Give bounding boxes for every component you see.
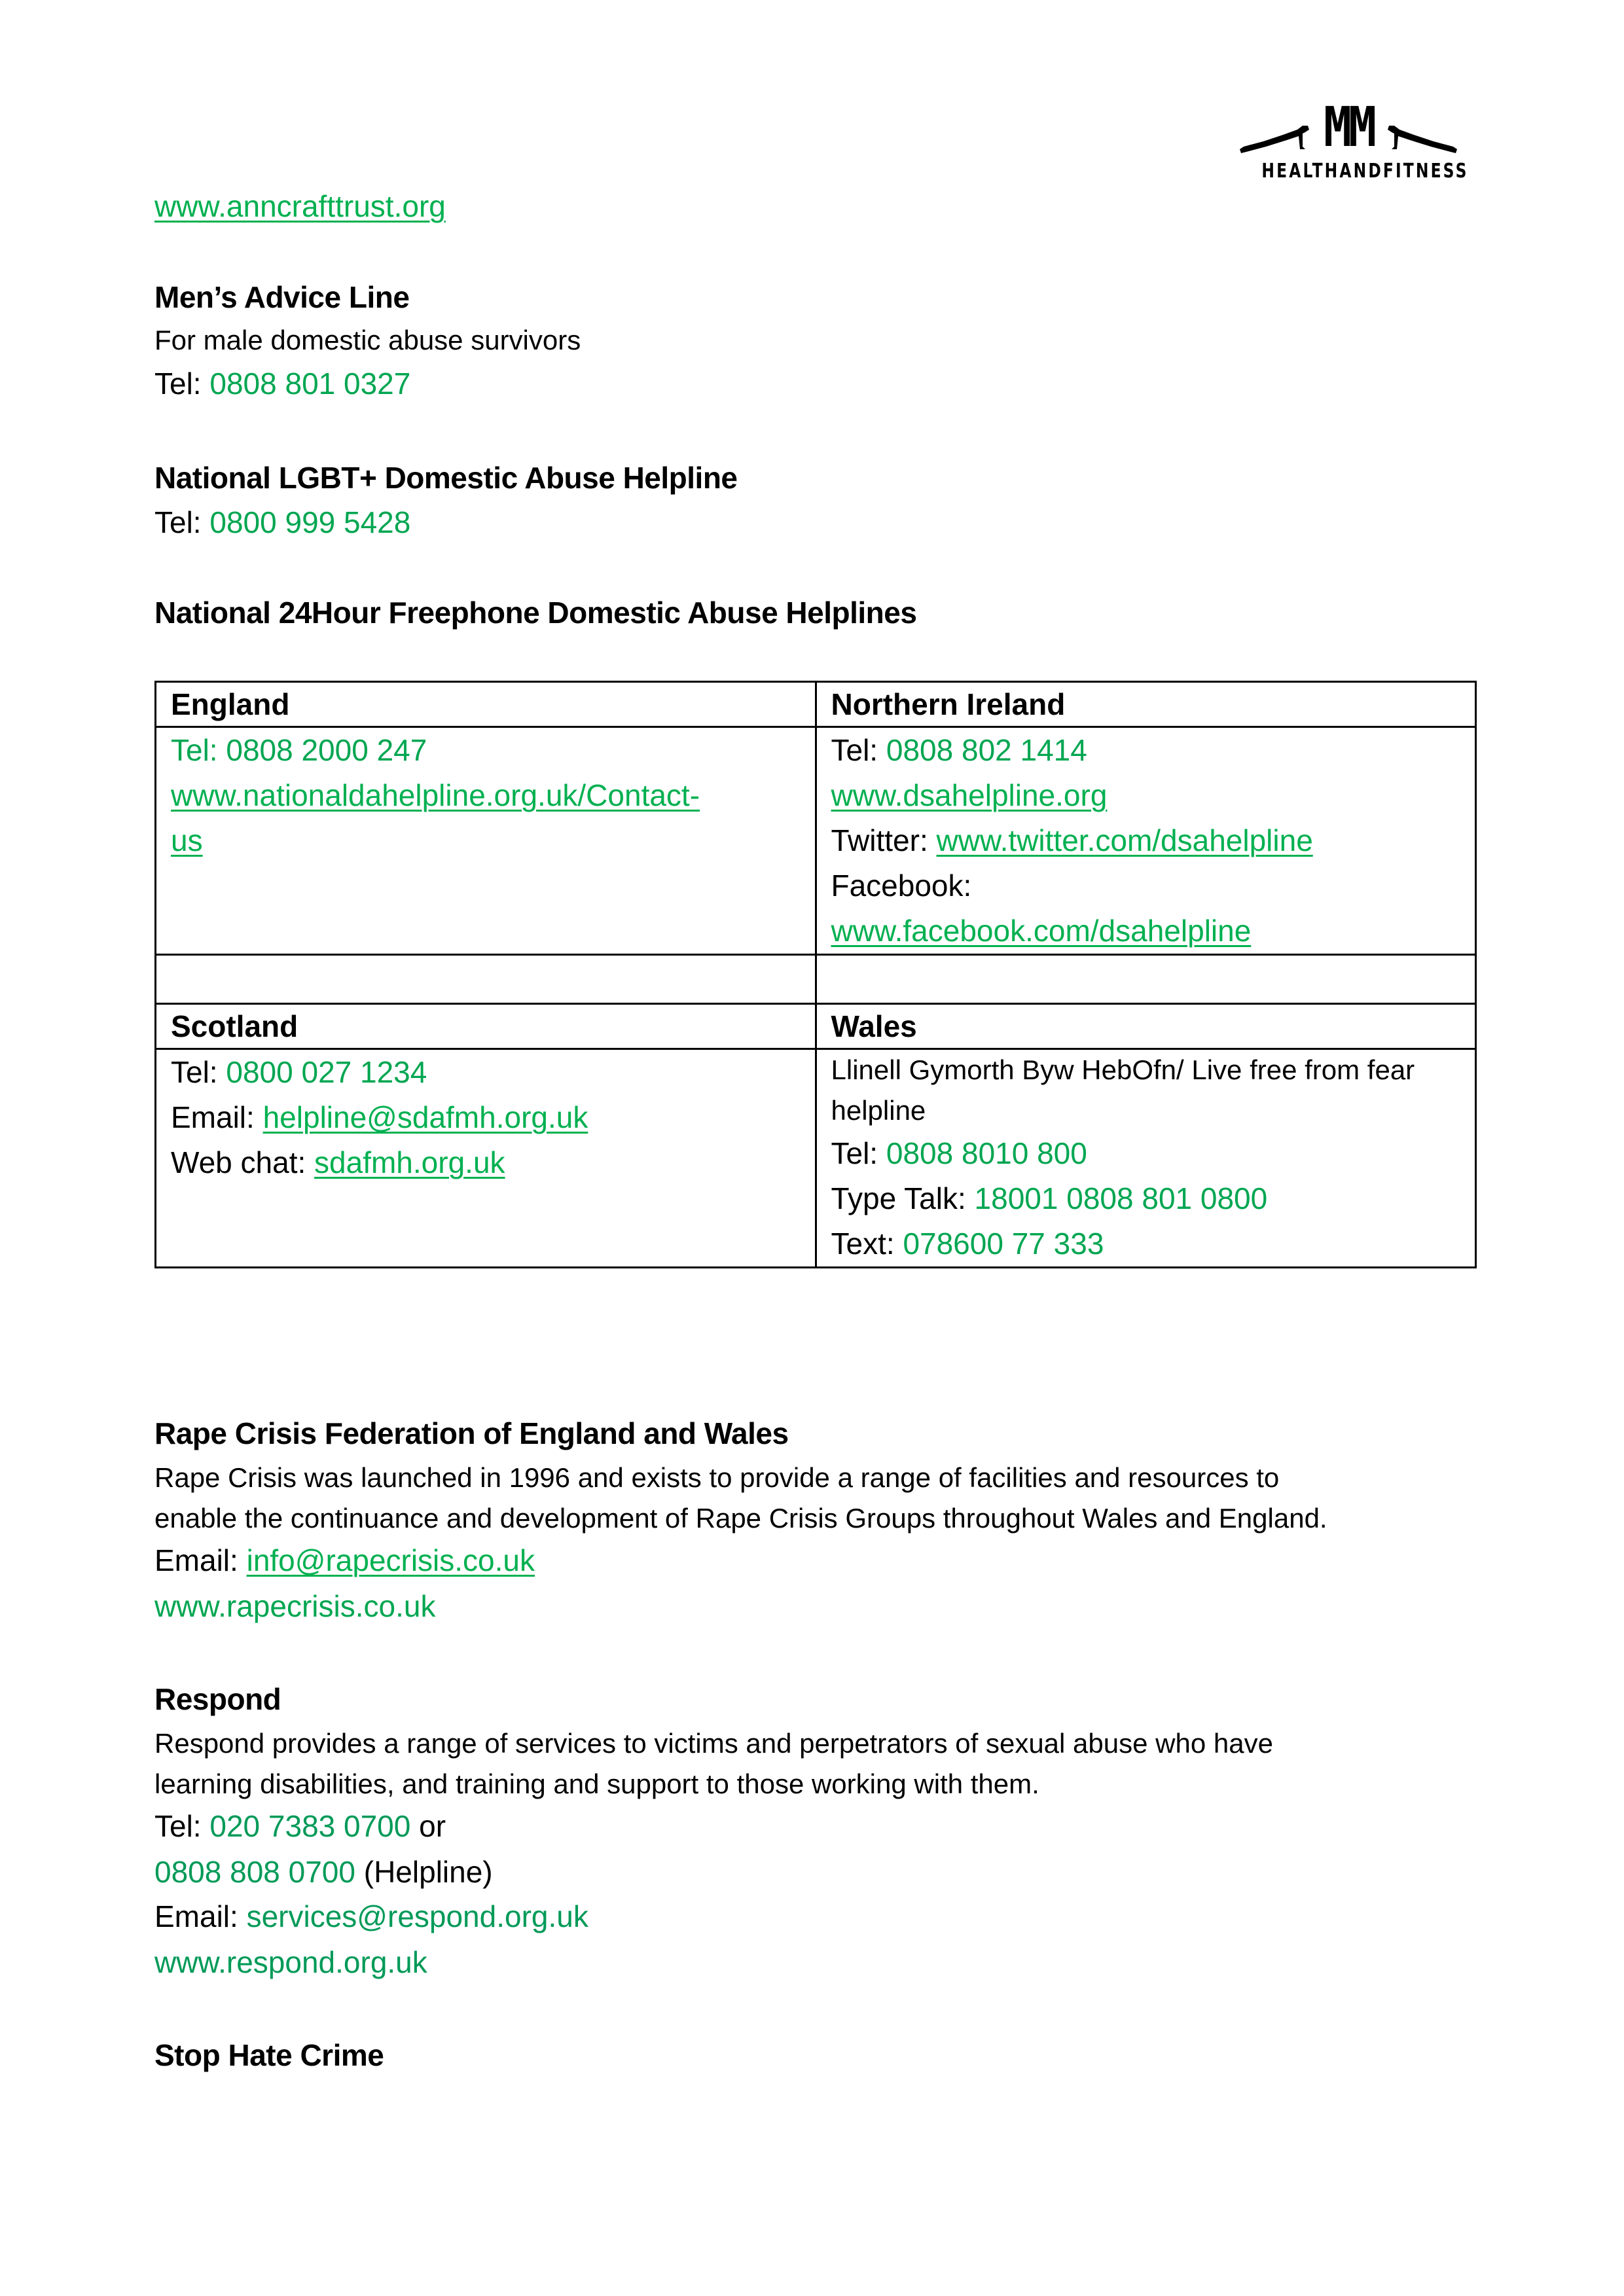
ni-website-link[interactable]: www.dsahelpline.org	[831, 778, 1108, 812]
tel-label: Tel:	[154, 505, 202, 539]
england-cell	[156, 727, 816, 955]
rape-crisis-description-line2: enable the continuance and development of Rape Crisis Groups throughout Wales and England.	[154, 1503, 1327, 1534]
ni-twitter-line	[831, 818, 1461, 863]
wales-helpline-name-line2: helpline	[831, 1095, 926, 1126]
scotland-webchat-link[interactable]: sdafmh.org.uk	[314, 1145, 505, 1179]
rape-crisis-website[interactable]: www.rapecrisis.co.uk	[154, 1589, 436, 1623]
rape-crisis-email-line	[154, 1541, 535, 1580]
table-row	[156, 1004, 1476, 1049]
rape-crisis-title: Rape Crisis Federation of England and Wales	[154, 1416, 789, 1450]
wales-text-number[interactable]: 078600 77 333	[903, 1227, 1104, 1261]
england-website-line2[interactable]: us	[171, 823, 203, 857]
lgbt-helpline-phone[interactable]: 0800 999 5428	[209, 505, 411, 539]
logo-tagline: HEALTHANDFITNESS	[1261, 160, 1469, 183]
or-text: or	[419, 1809, 446, 1843]
national-helplines-table	[154, 681, 1477, 1268]
scotland-email-link[interactable]: helpline@sdafmh.org.uk	[262, 1100, 588, 1134]
email-label: Email:	[154, 1543, 238, 1577]
england-tel[interactable]: Tel: 0808 2000 247	[171, 733, 427, 767]
mens-advice-line-title: Men’s Advice Line	[154, 280, 410, 314]
wales-phone[interactable]: 0808 8010 800	[886, 1136, 1087, 1170]
rape-crisis-email-link[interactable]: info@rapecrisis.co.uk	[246, 1543, 535, 1577]
wales-heading: Wales	[816, 1004, 1476, 1049]
wales-typetalk-number[interactable]: 18001 0808 801 0800	[974, 1181, 1268, 1215]
northern-ireland-heading: Northern Ireland	[816, 682, 1476, 727]
scotland-email-line	[171, 1095, 801, 1140]
scotland-cell	[156, 1049, 816, 1268]
mm-health-and-fitness-logo	[1237, 95, 1469, 183]
scotland-heading: Scotland	[156, 1004, 816, 1049]
northern-ireland-cell	[816, 727, 1476, 955]
ni-facebook-link[interactable]: www.facebook.com/dsahelpline	[831, 914, 1252, 948]
pushup-figure-right-icon	[1381, 118, 1460, 157]
scotland-webchat-line	[171, 1140, 801, 1185]
typetalk-label: Type Talk:	[831, 1181, 966, 1215]
lgbt-helpline-tel	[154, 503, 410, 542]
logo-initials: MM	[1324, 95, 1373, 159]
respond-helpline-phone[interactable]: 0808 808 0700	[154, 1855, 355, 1889]
ni-twitter-link[interactable]: www.twitter.com/dsahelpline	[936, 823, 1313, 857]
anncrafttrust-link[interactable]: www.anncrafttrust.org	[154, 189, 446, 223]
mens-advice-line-tel	[154, 364, 410, 403]
respond-phone[interactable]: 020 7383 0700	[209, 1809, 411, 1843]
respond-email-line	[154, 1897, 588, 1936]
respond-tel-line	[154, 1806, 446, 1846]
twitter-label: Twitter:	[831, 823, 928, 857]
wales-typetalk-line	[831, 1176, 1461, 1221]
wales-helpline-name-line1: Llinell Gymorth Byw HebOfn/ Live free from fear	[831, 1054, 1415, 1085]
respond-description-line1: Respond provides a range of services to victims and perpetrators of sexual abuse who have	[154, 1728, 1273, 1759]
national-helplines-title: National 24Hour Freephone Domestic Abuse Helplines	[154, 596, 917, 630]
rape-crisis-description-line1: Rape Crisis was launched in 1996 and exists to provide a range of facilities and resources to	[154, 1462, 1280, 1493]
respond-title: Respond	[154, 1682, 281, 1716]
england-website-line1[interactable]: www.nationaldahelpline.org.uk/Contact-	[171, 778, 700, 812]
wales-text-line	[831, 1221, 1461, 1266]
respond-helpline-line	[154, 1852, 493, 1892]
helpline-suffix: (Helpline)	[363, 1855, 493, 1889]
england-heading: England	[156, 682, 816, 727]
table-row	[156, 1049, 1476, 1268]
lgbt-helpline-title: National LGBT+ Domestic Abuse Helpline	[154, 461, 738, 495]
tel-label: Tel:	[831, 733, 878, 767]
webchat-label: Web chat:	[171, 1145, 306, 1179]
table-row-empty	[156, 955, 1476, 1004]
pushup-figure-left-icon	[1237, 118, 1316, 157]
tel-label: Tel:	[154, 1809, 202, 1843]
table-row	[156, 727, 1476, 955]
mens-advice-line-description: For male domestic abuse survivors	[154, 325, 581, 355]
tel-label: Tel:	[171, 1055, 218, 1089]
empty-cell	[816, 955, 1476, 1004]
ni-tel-line	[831, 728, 1461, 773]
scotland-tel-line	[171, 1050, 801, 1095]
ni-phone[interactable]: 0808 802 1414	[886, 733, 1087, 767]
wales-tel-line	[831, 1131, 1461, 1176]
england-website-link[interactable]	[171, 773, 801, 863]
wales-cell	[816, 1049, 1476, 1268]
facebook-label: Facebook:	[831, 869, 972, 903]
mens-advice-line-phone[interactable]: 0808 801 0327	[209, 367, 411, 401]
tel-label: Tel:	[154, 367, 202, 401]
table-row	[156, 682, 1476, 727]
email-label: Email:	[171, 1100, 255, 1134]
respond-email[interactable]: services@respond.org.uk	[246, 1899, 588, 1933]
empty-cell	[156, 955, 816, 1004]
stop-hate-crime-title: Stop Hate Crime	[154, 2038, 384, 2072]
tel-label: Tel:	[831, 1136, 878, 1170]
email-label: Email:	[154, 1899, 238, 1933]
respond-website[interactable]: www.respond.org.uk	[154, 1945, 427, 1979]
respond-description-line2: learning disabilities, and training and support to those working with them.	[154, 1768, 1039, 1799]
scotland-phone[interactable]: 0800 027 1234	[226, 1055, 427, 1089]
text-label: Text:	[831, 1227, 895, 1261]
